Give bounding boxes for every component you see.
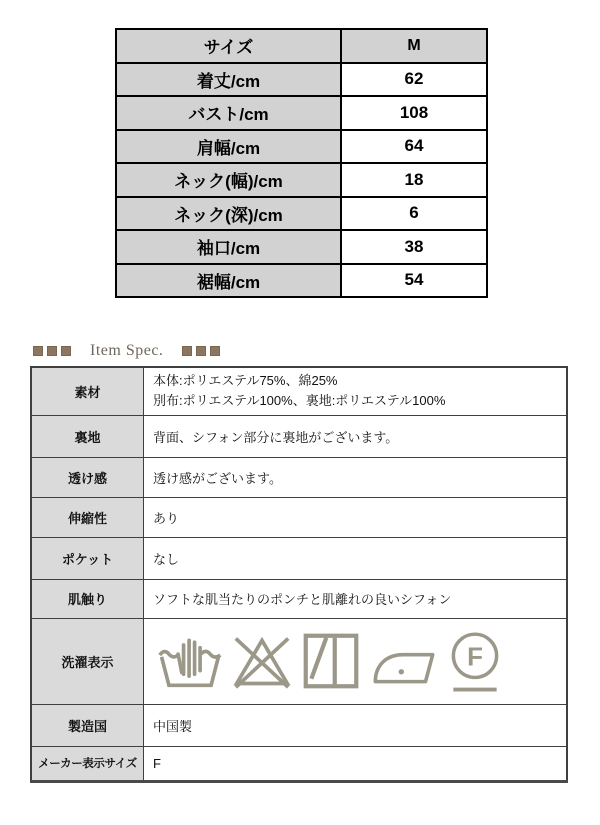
spec-row-care-symbols <box>31 618 567 704</box>
size-table-header-row <box>116 29 487 63</box>
spec-row-stretch <box>31 497 567 537</box>
spec-row-maker-size <box>31 746 567 781</box>
iron-low-temp-icon <box>370 635 438 687</box>
size-row-value: 54 <box>341 264 487 298</box>
hand-wash-icon <box>157 632 223 690</box>
size-row-label: 肩幅/cm <box>116 130 341 164</box>
spec-value: 透け感がございます。 <box>144 457 568 497</box>
size-row-value: 64 <box>341 130 487 164</box>
spec-row-sheerness <box>31 457 567 497</box>
item-spec-table <box>30 366 568 783</box>
spec-label: メーカー表示サイズ <box>31 746 144 781</box>
size-row-value: 108 <box>341 96 487 130</box>
care-icon-strip <box>153 629 557 693</box>
spec-value: あり <box>144 497 568 537</box>
spec-label: ポケット <box>31 537 144 579</box>
size-row-label: 袖口/cm <box>116 230 341 264</box>
dry-clean-petroleum-gentle-icon <box>447 629 503 693</box>
spec-row-material <box>31 367 567 415</box>
spec-value: 背面、シフォン部分に裏地がございます。 <box>144 415 568 457</box>
spec-label: 製造国 <box>31 704 144 746</box>
size-table-row <box>116 130 487 164</box>
size-table-row <box>116 63 487 97</box>
spec-row-lining <box>31 415 567 457</box>
spec-row-texture <box>31 579 567 618</box>
spec-label: 素材 <box>31 367 144 415</box>
spec-row-pocket <box>31 537 567 579</box>
size-row-label: 裾幅/cm <box>116 264 341 298</box>
do-not-bleach-icon <box>232 632 292 690</box>
item-spec-title: Item Spec. <box>90 342 164 359</box>
dry-clean-letter: F <box>467 643 483 672</box>
size-row-label: ネック(深)/cm <box>116 197 341 231</box>
size-row-label: バスト/cm <box>116 96 341 130</box>
spec-value <box>144 367 568 415</box>
square-icon <box>196 346 206 356</box>
decor-squares-left <box>33 346 71 356</box>
size-row-label: 着丈/cm <box>116 63 341 97</box>
spec-label: 肌触り <box>31 579 144 618</box>
decor-squares-right <box>182 346 220 356</box>
size-table <box>115 28 488 298</box>
spec-label: 裏地 <box>31 415 144 457</box>
square-icon <box>182 346 192 356</box>
size-table-row <box>116 230 487 264</box>
spec-value: 中国製 <box>144 704 568 746</box>
square-icon <box>210 346 220 356</box>
size-table-row <box>116 197 487 231</box>
spec-label: 透け感 <box>31 457 144 497</box>
square-icon <box>61 346 71 356</box>
spec-row-country <box>31 704 567 746</box>
spec-label: 洗濯表示 <box>31 618 144 704</box>
shade-hang-dry-icon <box>301 632 361 690</box>
square-icon <box>33 346 43 356</box>
spec-value: ソフトな肌当たりのポンチと肌離れの良いシフォン <box>144 579 568 618</box>
size-row-label: ネック(幅)/cm <box>116 163 341 197</box>
material-line-1: 本体:ポリエステル75%、綿25% <box>153 373 338 389</box>
size-row-value: 6 <box>341 197 487 231</box>
square-icon <box>47 346 57 356</box>
size-table-header-label: サイズ <box>116 29 341 63</box>
spec-value: F <box>144 746 568 781</box>
spec-value-care-icons <box>144 618 568 704</box>
spec-value: なし <box>144 537 568 579</box>
material-line-2: 別布:ポリエステル100%、裏地:ポリエステル100% <box>153 393 446 409</box>
spec-label: 伸縮性 <box>31 497 144 537</box>
size-row-value: 62 <box>341 63 487 97</box>
item-spec-heading <box>33 343 220 359</box>
size-row-value: 18 <box>341 163 487 197</box>
size-table-header-value: M <box>341 29 487 63</box>
size-table-row <box>116 163 487 197</box>
size-row-value: 38 <box>341 230 487 264</box>
size-table-row <box>116 96 487 130</box>
size-table-row <box>116 264 487 298</box>
